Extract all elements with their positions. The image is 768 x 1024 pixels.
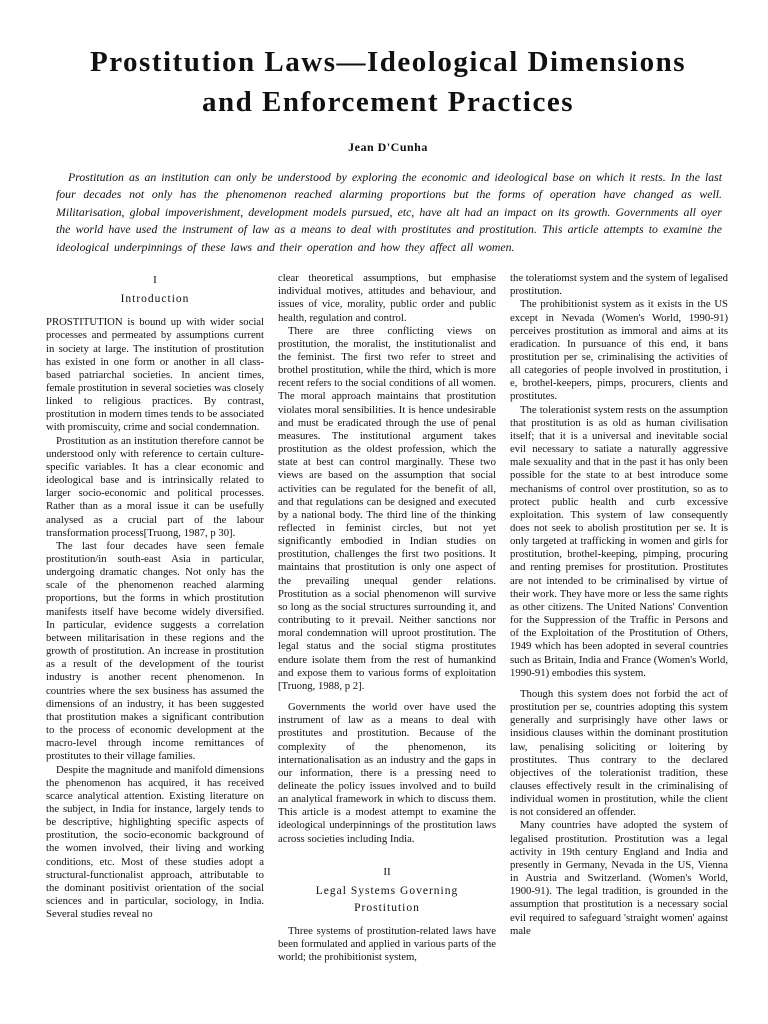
title-line-2: and Enforcement Practices	[202, 86, 574, 118]
section-1-title: Introduction	[120, 293, 190, 306]
paragraph: Many countries have adopted the system of legalised prostitution. Prostitution was a legal activity in 19th century England and India and presently in Germany, Nevada in the US, Vienna in Austria and Switzerland. (Women's World, 1900-91). The legal tradition, is grounded in the assumption that prostitution is a necessary social evil required to safeguard 'straight women' against male	[510, 819, 728, 937]
paragraph: PROSTITUTION is bound up with wider social processes and permeated by assumptions current in society at large. The institution of prostitution has existed in one form or another in all class-based patriarchal societies. In ancient times, female prostitution in several societies was closely linked to religious practices. By contrast, prostitution in modern times tends to be associated with promiscuity, crime and social condemnation.	[46, 316, 264, 434]
title-line-1: Prostitution Laws—Ideological Dimensions	[89, 46, 686, 78]
author-name: Jean D'Cunha	[348, 140, 428, 154]
paragraph: The prohibitionist system as it exists in the US except in Nevada (Women's World, 1990-91) perceives prostitution as immoral and aims at its eradication. In pursuance of this end, it bans prostitution per se, criminalising the activities of all categories of people involved in prostitution, i e, brothel-keepers, pimps, procurers, clients and prostitutes.	[510, 298, 728, 403]
paragraph: clear theoretical assumptions, but emphasise individual motives, attitudes and behaviour, and issues of vice, morality, public order and public health, regulation and control.	[278, 272, 496, 324]
paragraph: The tolerationist system rests on the assumption that prostitution is as old as human civilisation itself; that it is a universal and inevitable social evil necessary to satiate a naturally aggressive male sexuality and that in the past it has only been possible for the state to at best introduce some mechanisms of control over prostitution, so as to protect public health and curb excessive exploitation. This system of law consequently does not seek to abolish prostitution per se. It is only targeted at trafficking in women and girls for prostitution, brothel-keeping, pimping, procuring and renting premises for prostitution. Prostitutes are not intended to be criminalised by virtue of their work. They have more or less the same rights as other citizens. The United Nations' Convention for the Suppression of the Traffic in Persons and of the Exploitation of the Prostitution of Others, 1949 which has been adopted in several countries such as Britain, India and France (Women's World, 1990-91) embodies this system.	[510, 403, 728, 679]
section-2-title	[278, 883, 496, 917]
paragraph: Though this system does not forbid the act of prostitution per se, countries adopting this system generally and surprisingly have other laws or insidious clauses within the dominant prostitution law, penalising soliciting or loitering by prostitutes. Thus contrary to the declared objectives of the tolerationist tradition, these clauses effectively result in the criminalising of individual women in prostitution, while the client is not considered an offender.	[510, 687, 728, 819]
body-columns	[46, 272, 730, 964]
section-2-title-line-2: Prostitution	[354, 901, 420, 914]
article-title	[46, 42, 730, 122]
paragraph: Despite the magnitude and manifold dimensions the phenomenon has acquired, it has received scarce analytical attention. Existing literature on the subject, in India for instance, largely tends to be descriptive, highlighting specific aspects of prostitution, the socio-economic background of the women involved, their living and working conditions, etc. Most of these studies adopt a structural-functionalist approach, attributable to the dominant positivist orientation of the social sciences and in particular, sociology, in India. Several studies reveal no	[46, 763, 264, 921]
paragraph: Prostitution as an institution therefore cannot be understood only with reference to certain culture-specific variables. It has a clear economic and ideological base and is intrinsically related to larger socio-economic and political processes. Rather than as a moral issue it can be usefully analysed as a crucial part of the labour transformation process[Truong, 1987, p 30].	[46, 434, 264, 539]
paragraph: There are three conflicting views on prostitution, the moralist, the institutionalist and the feminist. The first two refer to street and brothel prostitution, while the third, which is more recent refers to the social conditions of all women. The moral approach maintains that prostitution violates moral sensibilities. It is hence undesirable and must be eradicated through the use of penal measures. The institutional argument takes prostitution as the oldest profession, which the state at best can control marginally. These two views are based on the assumption that social activities can be regulated for the benefit of all, and that regulations can be designed and executed by a national body. The third line of the thinking reflected in feminist circles, but not yet significantly embodied in Indian studies on prostitution, challenges the first two positions. It maintains that prostitution is only one aspect of the prevailing unequal gender relations. Prostitution as a social phenomenon will survive so long as the social structures surrounding it, and contributing to it prevail. Neither sanctions nor moral condemnation will uproot prostitution. The legal status and the social stigma prostitutes endure isolate them from the rest of humankind and expose them to various forms of exploitation [Truong, 1988, p 2].	[278, 324, 496, 692]
paragraph: Governments the world over have used the instrument of law as a means to deal with prostitutes and prostitution. Because of the complexity of the phenomenon, its internationalisation as an industry and the gaps in our information, there is a pressing need to delineate the policy issues involved and to build an analytical framework in which to discuss them. This article is a modest attempt to examine the ideological underpinnings of the prostitution laws across societies including India.	[278, 701, 496, 845]
section-2-number: II	[383, 865, 391, 878]
section-2-title-line-1: Legal Systems Governing	[315, 884, 459, 897]
paragraph: Three systems of prostitution-related laws have been formulated and applied in various parts of the world; the prohibitionist system,	[278, 924, 496, 964]
paragraph: the toleratiomst system and the system of legalised prostitution.	[510, 272, 728, 298]
abstract: Prostitution as an institution can only be understood by exploring the economic and ideological base on which it rests. In the last four decades not only has the phenomenon reached alarming proportions but the forms of operation have changed as well. Militarisation, global impoverishment, development models pursued, etc, have alt had an impact on its growth. Governments all oyer the world have used the instrument of law as a means to deal with prostitutes and prostitution. This article attempts to examine the ideological underpinnings of these laws and their operation and how they affect all women.	[56, 170, 722, 254]
column-3	[510, 272, 728, 964]
column-1	[46, 272, 264, 964]
section-1-number: I	[153, 274, 157, 287]
column-2	[278, 272, 496, 964]
paragraph: The last four decades have seen female prostitution/in south-east Asia in particular, undergoing dramatic changes. Not only has the scale of the phenomenon reached alarming proportions, but the forms in which prostitution manifests itself have become widely diversified. In particular, evidence suggests a correlation between militarisation in these regions and the growth of prostitution. An increase in prostitution as a result of the development of the tourist industry is another recent phenomenon. In countries where the sex business has assumed the dimensions of an industry, it has been suggested that prostitution makes a significant contribution to the process of economic development at the macro-level through income remittances of prostitutes to their village families.	[46, 539, 264, 763]
